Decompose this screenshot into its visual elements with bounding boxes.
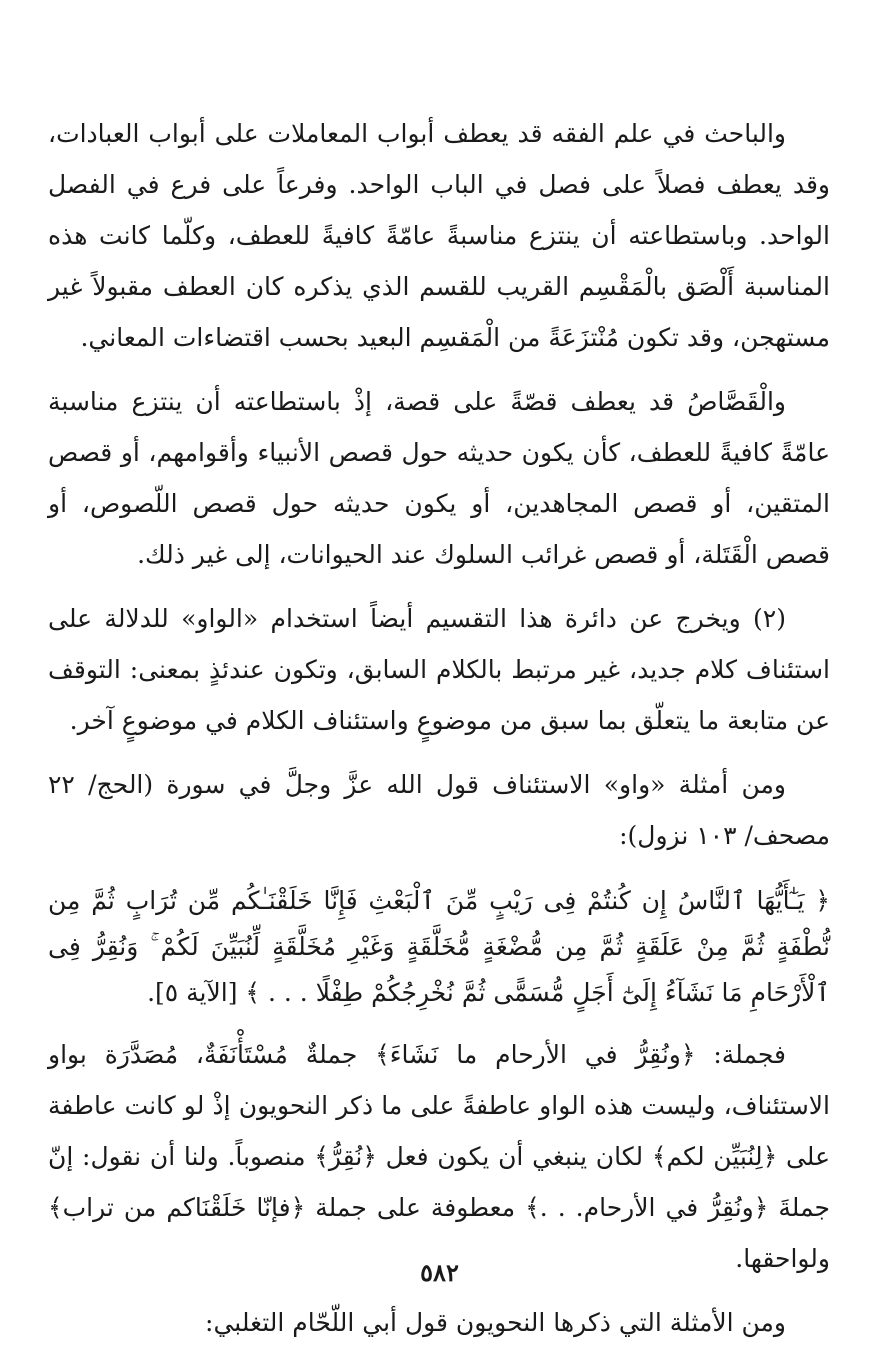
quran-verse-quote: ﴿ يَـٰٓأَيُّهَا ٱلنَّاسُ إِن كُنتُمْ فِى رَيْبٍ مِّنَ ٱلْبَعْثِ فَإِنَّا خَلَقْنَـٰكُم مِّن تُرَابٍ ثُمَّ مِن نُّطْفَةٍ ثُمَّ مِنْ عَلَقَةٍ ثُمَّ مِن مُّضْغَةٍ مُّخَلَّقَةٍ وَغَيْرِ مُخَلَّقَةٍ لِّنُبَيِّنَ لَكُمْ ۚ وَنُقِرُّ فِى ٱلْأَرْحَامِ مَا نَشَآءُ إِلَىٰٓ أَجَلٍ مُّسَمًّى ثُمَّ نُخْرِجُكُمْ طِفْلًا . . . ﴾ [الآية ٥]. (48, 886, 830, 1007)
paragraph-poetry-intro: ومن الأمثلة التي ذكرها النحويون قول أبي اللّحّام التغلبي: (205, 1308, 786, 1337)
paragraph-example-intro: ومن أمثلة «واو» الاستئناف قول الله عزَّ وجلَّ في سورة (الحج/ ٢٢ مصحف/ ١٠٣ نزول): (48, 770, 830, 850)
paragraph-fiqh-example: والباحث في علم الفقه قد يعطف أبواب المعاملات على أبواب العبادات، وقد يعطف فصلاً على فصل في الباب الواحد. وفرعاً على فرع في الفصل الواحد. وباستطاعته أن ينتزع مناسبةً عامّةً كافيةً للعطف، وكلّما كانت هذه المناسبة أَلْصَق بالْمَقْسِم القريب للقسم الذي يذكره كان العطف مقبولاً غير مستهجن، وقد تكون مُنْتزَعَةً من الْمَقسِم البعيد بحسب اقتضاءات المعاني. (48, 119, 830, 352)
page-number: ٥٨٢ (420, 1258, 459, 1287)
paragraph-storyteller-example: والْقَصَّاصُ قد يعطف قصّةً على قصة، إذْ باستطاعته أن ينتزع مناسبة عامّةً كافيةً للعطف، كأن يكون حديثه حول قصص الأنبياء وأقوامهم، أو قصص المتقين، أو قصص المجاهدين، أو يكون حديثه حول قصص اللّصوص، أو قصص الْقَتَلة، أو قصص غرائب السلوك عند الحيوانات، إلى غير ذلك. (48, 387, 830, 569)
page-body (48, 108, 830, 1348)
paragraph-istinaf-definition: (٢) ويخرج عن دائرة هذا التقسيم أيضاً استخدام «الواو» للدلالة على استئناف كلام جديد، غير مرتبط بالكلام السابق، وتكون عندئذٍ بمعنى: التوقف عن متابعة ما يتعلّق بما سبق من موضوعٍ واستئناف الكلام في موضوعٍ آخر. (48, 604, 830, 735)
paragraph-verse-analysis: فجملة: ﴿ونُقِرُّ في الأرحام ما نَشَاءَ﴾ جملةٌ مُسْتَأْنَفَةٌ، مُصَدَّرَة بواو الاستئناف، وليست هذه الواو عاطفةً على ما ذكر النحويون إذْ لو كانت عاطفة على ﴿لِنُبَيِّن لكم﴾ لكان ينبغي أن يكون فعل ﴿نُقِرُّ﴾ منصوباً. ولنا أن نقول: إنّ جملةَ ﴿ونُقِرُّ في الأرحام. . .﴾ معطوفة على جملة ﴿فإنّا خَلَقْنَاكم من تراب﴾ ولواحقها. (48, 1040, 830, 1273)
